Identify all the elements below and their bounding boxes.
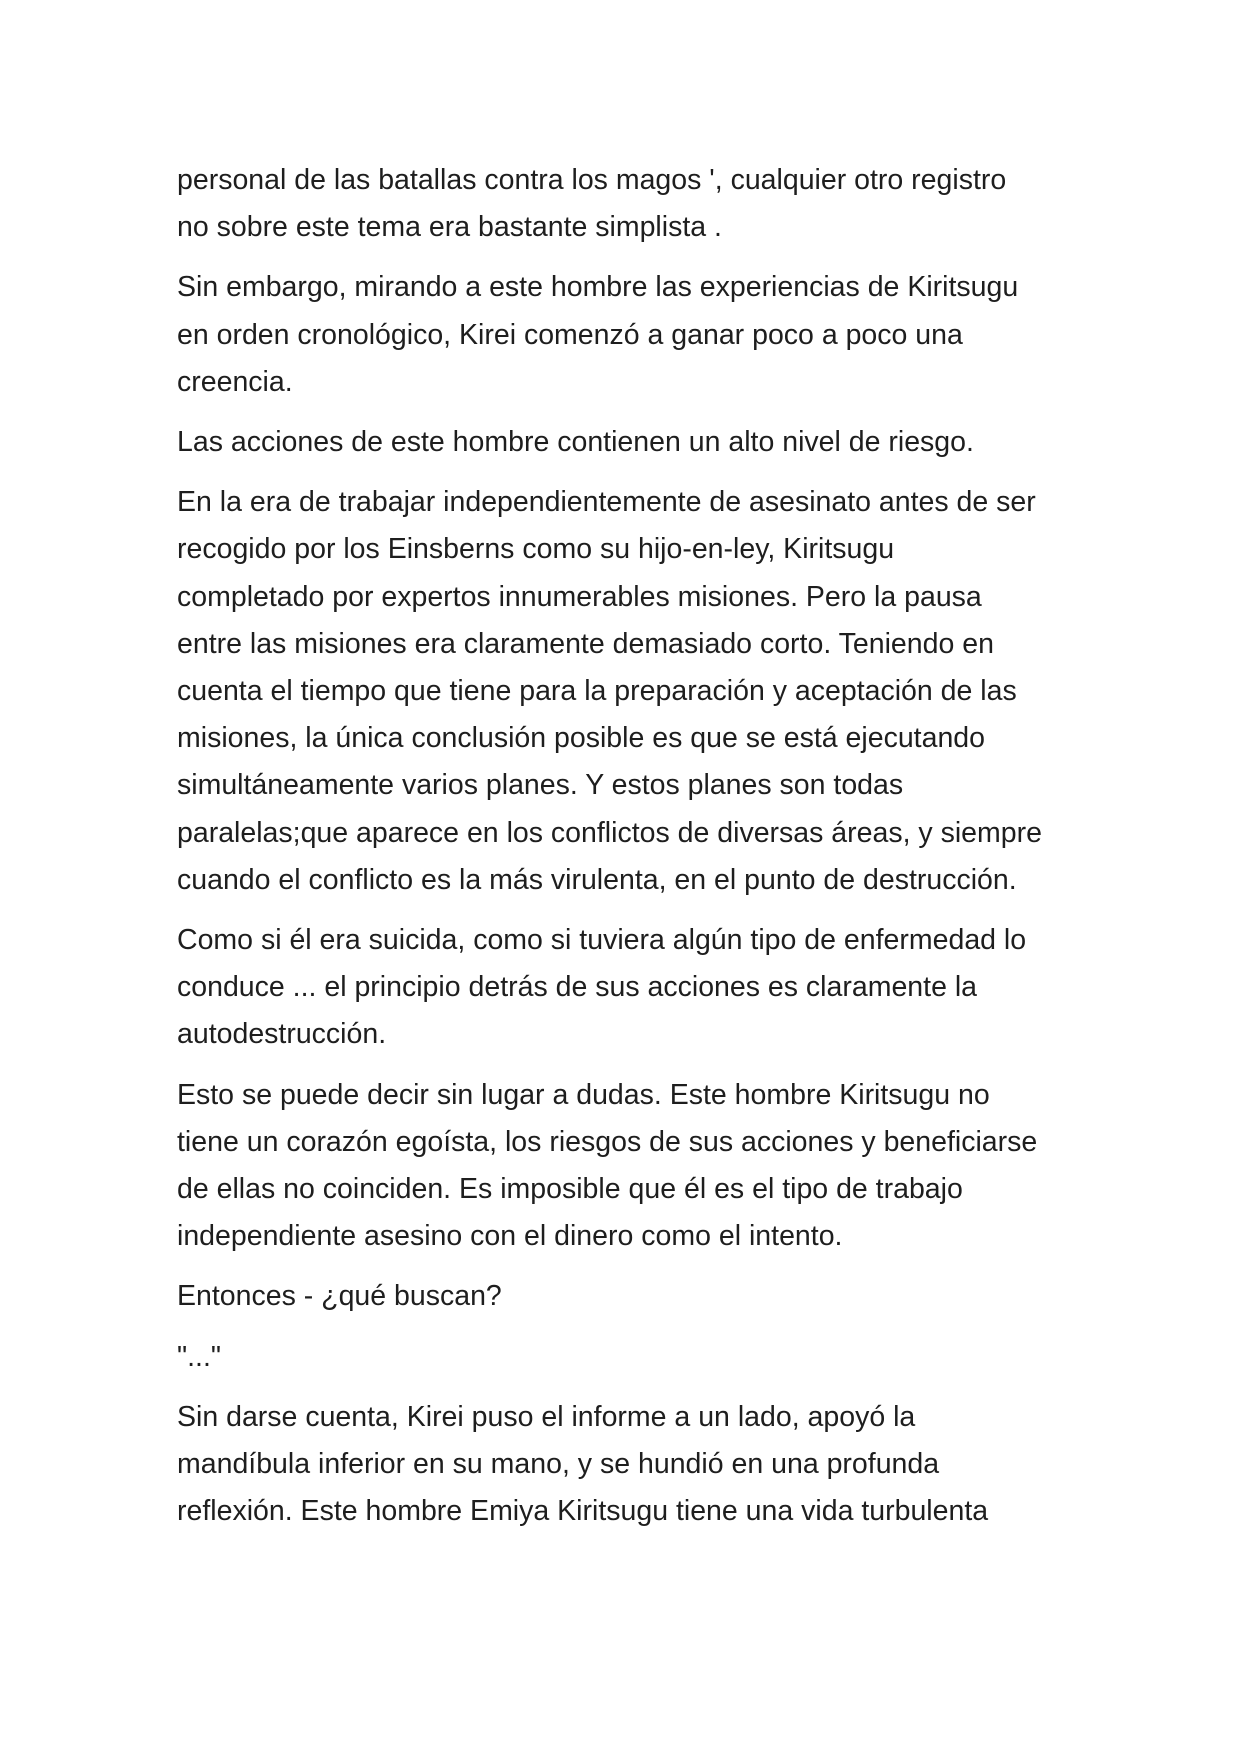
- paragraph: [177, 1334, 1077, 1381]
- text-line: "...": [177, 1340, 221, 1373]
- text-line: independiente asesino con el dinero como el intento.: [177, 1220, 843, 1253]
- body-text: [177, 157, 1077, 1548]
- text-line: no sobre este tema era bastante simplista .: [177, 211, 722, 244]
- text-line: simultáneamente varios planes. Y estos planes son todas: [177, 769, 904, 802]
- paragraph: [177, 1394, 1077, 1536]
- text-line: entre las misiones era claramente demasiado corto. Teniendo en: [177, 627, 994, 660]
- text-line: personal de las batallas contra los magos ', cualquier otro registro: [177, 164, 1007, 196]
- paragraph: [177, 479, 1077, 904]
- text-line: Sin embargo, mirando a este hombre las experiencias de Kiritsugu: [177, 271, 1019, 304]
- text-line: completado por expertos innumerables misiones. Pero la pausa: [177, 580, 982, 613]
- paragraph: [177, 917, 1077, 1059]
- text-line: misiones, la única conclusión posible es que se está ejecutando: [177, 722, 986, 755]
- text-line: mandíbula inferior en su mano, y se hundió en una profunda: [177, 1448, 940, 1481]
- text-line: Sin darse cuenta, Kirei puso el informe a un lado, apoyó la: [177, 1400, 916, 1433]
- text-line: paralelas;que aparece en los conflictos de diversas áreas, y siempre: [177, 816, 1042, 849]
- text-line: en orden cronológico, Kirei comenzó a ganar poco a poco una: [177, 318, 963, 351]
- text-line: En la era de trabajar independientemente de asesinato antes de ser: [177, 486, 1036, 519]
- paragraph: [177, 1273, 1077, 1320]
- text-line: de ellas no coinciden. Es imposible que él es el tipo de trabajo: [177, 1173, 963, 1206]
- paragraph: [177, 157, 1077, 251]
- paragraph: [177, 264, 1077, 406]
- text-line: tiene un corazón egoísta, los riesgos de sus acciones y beneficiarse: [177, 1125, 1038, 1158]
- paragraph: [177, 1072, 1077, 1261]
- text-line: conduce ... el principio detrás de sus acciones es claramente la: [177, 971, 978, 1004]
- text-line: creencia.: [177, 365, 293, 398]
- paragraph: [177, 419, 1077, 466]
- text-line: recogido por los Einsberns como su hijo-en-ley, Kiritsugu: [177, 533, 895, 566]
- text-line: Como si él era suicida, como si tuviera algún tipo de enfermedad lo: [177, 924, 1027, 957]
- text-line: Las acciones de este hombre contienen un alto nivel de riesgo.: [177, 426, 974, 459]
- text-line: reflexión. Este hombre Emiya Kiritsugu tiene una vida turbulenta: [177, 1495, 989, 1528]
- text-line: cuenta el tiempo que tiene para la preparación y aceptación de las: [177, 675, 1017, 708]
- text-line: Entonces - ¿qué buscan?: [177, 1280, 502, 1313]
- text-line: autodestrucción.: [177, 1018, 387, 1051]
- text-line: cuando el conflicto es la más virulenta, en el punto de destrucción.: [177, 863, 1017, 896]
- text-line: Esto se puede decir sin lugar a dudas. Este hombre Kiritsugu no: [177, 1078, 990, 1111]
